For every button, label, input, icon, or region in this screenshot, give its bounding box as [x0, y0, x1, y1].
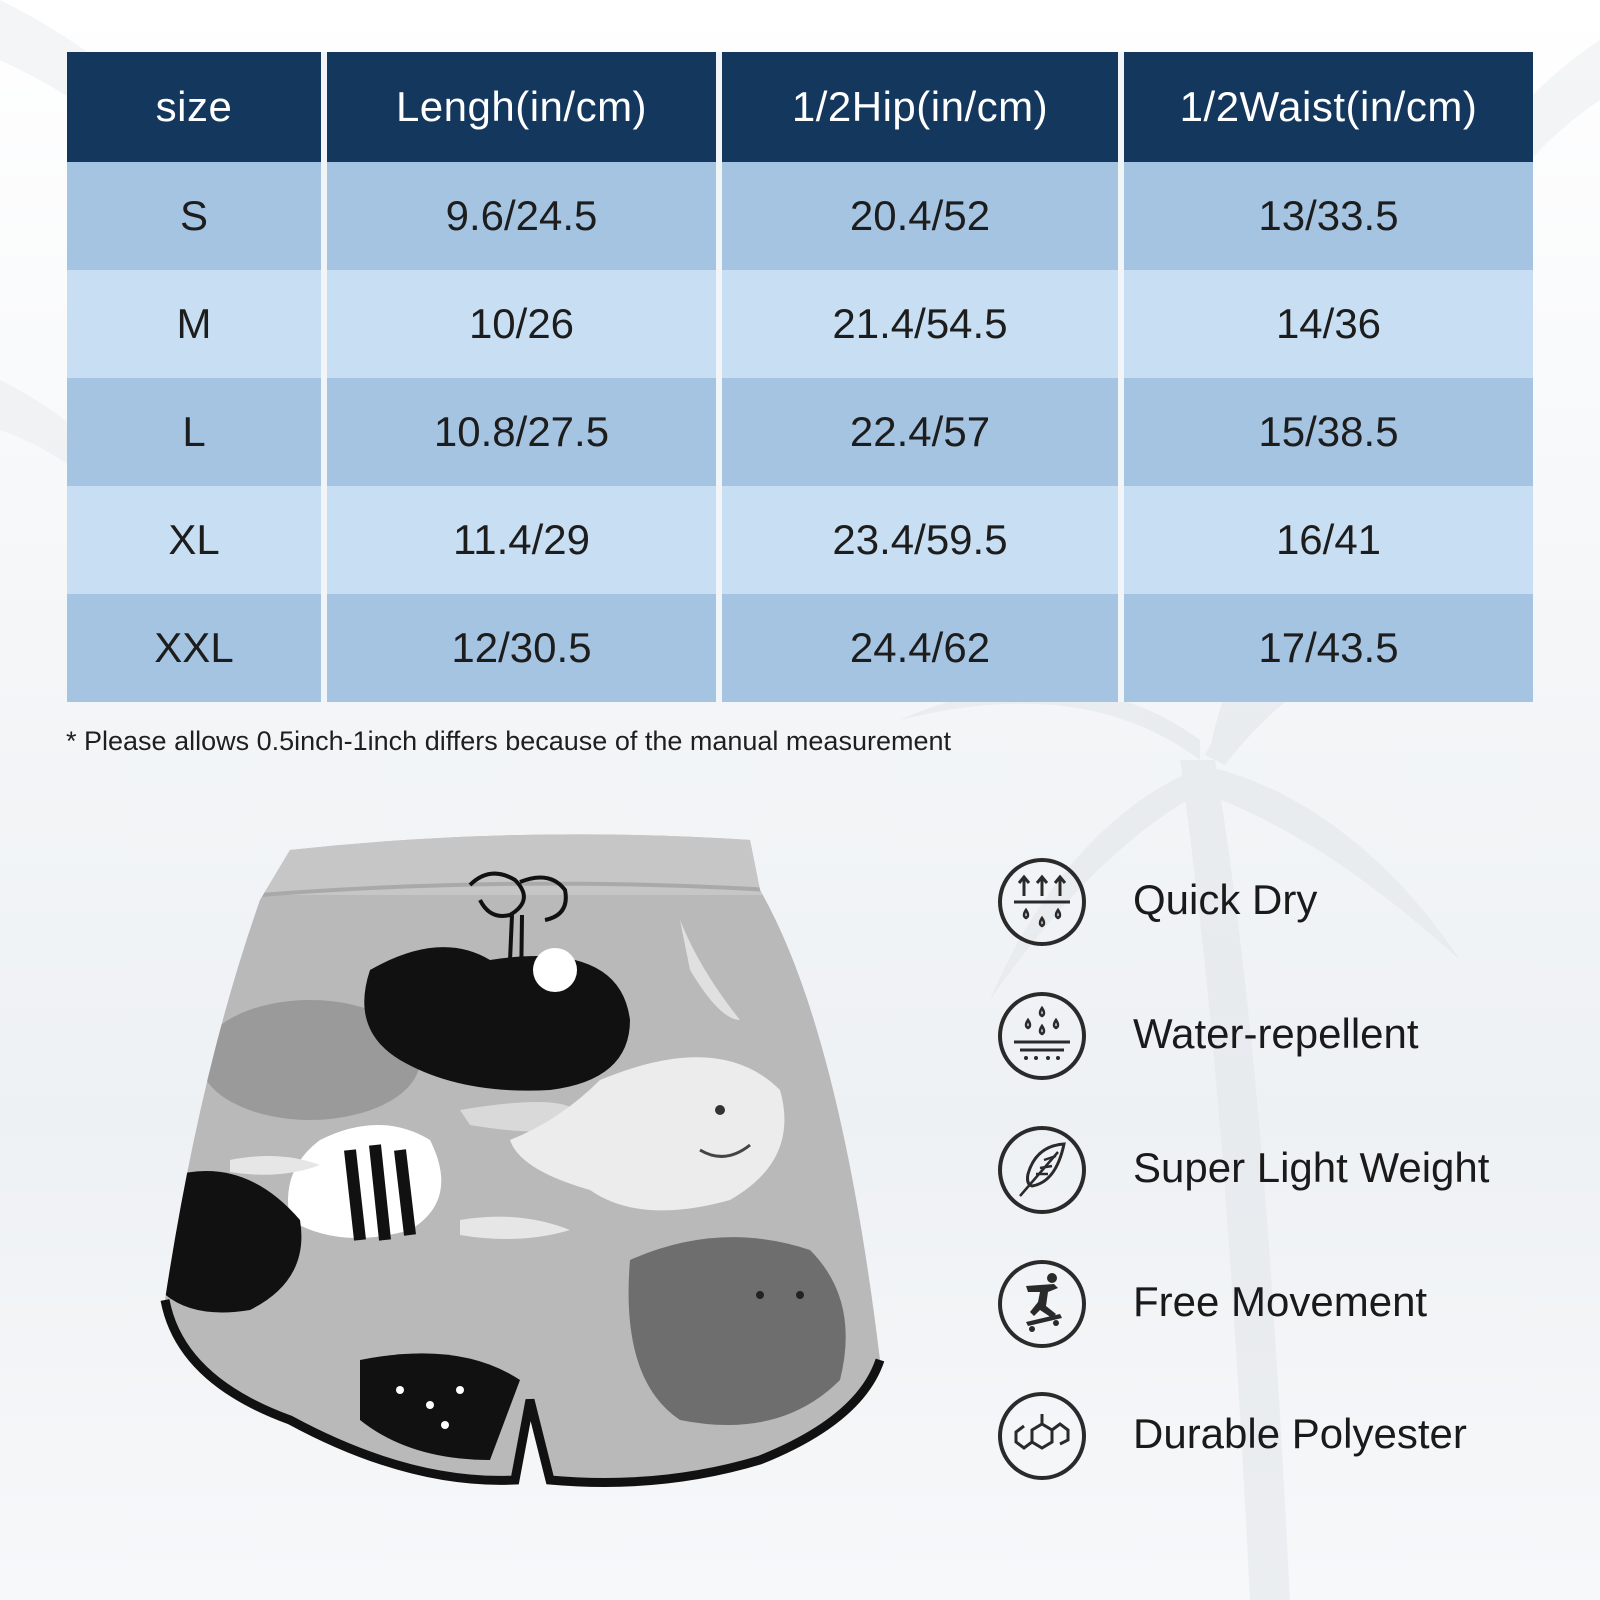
feature-quick-dry	[996, 856, 1556, 952]
molecule-icon	[996, 1390, 1088, 1482]
hip-cell: 23.4/59.5	[722, 486, 1124, 594]
header-half-waist: 1/2Waist(in/cm)	[1124, 52, 1533, 162]
feature-label: Water-repellent	[1133, 1010, 1419, 1057]
waist-cell: 14/36	[1124, 270, 1533, 378]
table-row	[67, 270, 1533, 378]
feather-icon	[996, 1124, 1088, 1216]
header-size: size	[67, 52, 327, 162]
table-row	[67, 486, 1533, 594]
length-cell: 9.6/24.5	[327, 162, 722, 270]
feature-free-movement	[996, 1258, 1556, 1354]
waist-cell: 15/38.5	[1124, 378, 1533, 486]
table-row	[67, 162, 1533, 270]
header-half-hip: 1/2Hip(in/cm)	[722, 52, 1124, 162]
hip-cell: 20.4/52	[722, 162, 1124, 270]
feature-durable-polyester	[996, 1390, 1556, 1486]
length-cell: 11.4/29	[327, 486, 722, 594]
hip-cell: 21.4/54.5	[722, 270, 1124, 378]
feature-label: Durable Polyester	[1133, 1410, 1467, 1457]
size-cell: L	[67, 378, 327, 486]
table-row	[67, 378, 1533, 486]
length-cell: 10/26	[327, 270, 722, 378]
size-cell: M	[67, 270, 327, 378]
waist-cell: 13/33.5	[1124, 162, 1533, 270]
size-chart-table	[67, 52, 1533, 702]
size-chart-header-row	[67, 52, 1533, 162]
table-row	[67, 594, 1533, 702]
feature-water-repellent	[996, 990, 1556, 1086]
length-cell: 10.8/27.5	[327, 378, 722, 486]
size-cell: S	[67, 162, 327, 270]
size-cell: XL	[67, 486, 327, 594]
measurement-note: * Please allows 0.5inch-1inch differs because of the manual measurement	[66, 726, 952, 756]
feature-label: Quick Dry	[1133, 876, 1318, 923]
hip-cell: 24.4/62	[722, 594, 1124, 702]
header-length: Lengh(in/cm)	[327, 52, 722, 162]
hip-cell: 22.4/57	[722, 378, 1124, 486]
quick-dry-icon	[996, 856, 1088, 948]
water-repellent-icon	[996, 990, 1088, 1082]
feature-label: Free Movement	[1133, 1278, 1428, 1325]
size-cell: XXL	[67, 594, 327, 702]
skateboarder-icon	[996, 1258, 1088, 1350]
shorts-product-image	[160, 820, 910, 1520]
feature-light-weight	[996, 1124, 1556, 1220]
waist-cell: 16/41	[1124, 486, 1533, 594]
length-cell: 12/30.5	[327, 594, 722, 702]
feature-label: Super Light Weight	[1133, 1144, 1490, 1191]
waist-cell: 17/43.5	[1124, 594, 1533, 702]
